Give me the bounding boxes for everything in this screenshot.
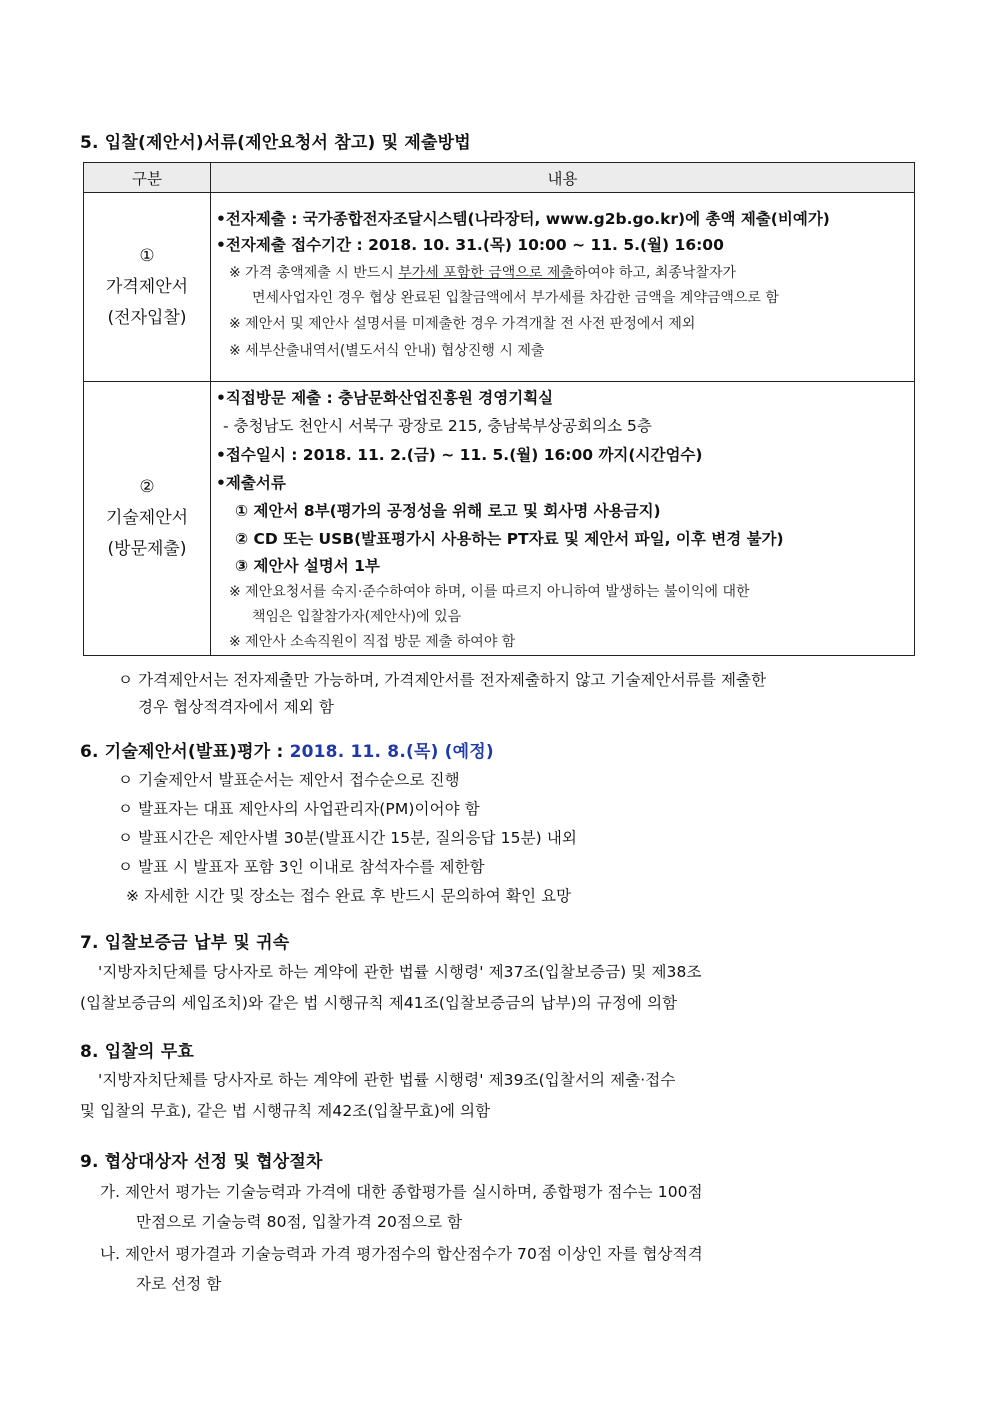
section-7-title: 7. 입찰보증금 납부 및 귀속 (80, 933, 290, 953)
row2-category (84, 382, 211, 656)
section-5-note: 경우 협상적격자에서 제외 함 (138, 698, 334, 716)
row2-sub: (방문제출) (107, 539, 187, 559)
row2-line: ① 제안서 8부(평가의 공정성을 위해 로고 및 회사명 사용금지) (235, 502, 661, 520)
list-item: 가. 제안서 평가는 기술능력과 가격에 대한 종합평가를 실시하며, 종합평가 점수는 100점 (100, 1183, 703, 1201)
list-item: ※ 자세한 시간 및 장소는 접수 완료 후 반드시 문의하여 확인 요망 (126, 887, 572, 905)
section-5-title: 5. 입찰(제안서)서류(제안요청서 참고) 및 제출방법 (80, 133, 471, 153)
section-7-text: (입찰보증금의 세입조치)와 같은 법 시행규칙 제41조(입찰보증금의 납부)의 규정에 의함 (80, 994, 678, 1012)
submission-table (83, 162, 915, 656)
table-row (84, 382, 915, 656)
table-row (84, 193, 915, 382)
row1-content (211, 193, 915, 382)
row2-line: •직접방문 제출 : 충남문화산업진흥원 경영기획실 (216, 389, 554, 407)
row2-note: ※ 제안사 소속직원이 직접 방문 제출 하여야 함 (229, 634, 516, 650)
section-6-title-text: 6. 기술제안서(발표)평가 : (80, 742, 290, 762)
row2-line: - 충청남도 천안시 서북구 광장로 215, 충남북부상공회의소 5층 (223, 417, 652, 435)
section-8-text: '지방자치단체를 당사자로 하는 계약에 관한 법률 시행령' 제39조(입찰서의 제출·접수 (98, 1071, 676, 1089)
row1-note: ※ 세부산출내역서(별도서식 안내) 협상진행 시 제출 (229, 343, 545, 359)
list-item: ㅇ 발표시간은 제안사별 30분(발표시간 15분, 질의응답 15분) 내외 (118, 829, 577, 847)
row1-line: •전자제출 : 국가종합전자조달시스템(나라장터, www.g2b.go.kr)에 총액 제출(비예가) (216, 210, 830, 228)
section-9-title: 9. 협상대상자 선정 및 협상절차 (80, 1152, 323, 1172)
list-item: ㅇ 발표 시 발표자 포함 3인 이내로 참석자수를 제한함 (118, 858, 485, 876)
row2-line: ③ 제안사 설명서 1부 (235, 557, 380, 575)
row1-name: 가격제안서 (105, 276, 189, 297)
row2-content (211, 382, 915, 656)
row1-category (84, 193, 211, 382)
row2-line: •접수일시 : 2018. 11. 2.(금) ~ 11. 5.(월) 16:00 까지(시간엄수) (216, 446, 703, 464)
row2-note: ※ 제안요청서를 숙지·준수하여야 하며, 이를 따르지 아니하여 발생하는 불이익에 대한 (229, 584, 750, 600)
list-item: ㅇ 발표자는 대표 제안사의 사업관리자(PM)이어야 함 (118, 800, 480, 818)
row2-note: 책임은 입찰참가자(제안사)에 있음 (252, 609, 462, 625)
row2-line: •제출서류 (216, 474, 286, 492)
section-6-date: 2018. 11. 8.(목) (예정) (289, 742, 494, 762)
section-5-note: ㅇ 가격제안서는 전자제출만 가능하며, 가격제안서를 전자제출하지 않고 기술제안서류를 제출한 (118, 671, 767, 689)
section-8-title: 8. 입찰의 무효 (80, 1042, 195, 1062)
row1-line: •전자제출 접수기간 : 2018. 10. 31.(목) 10:00 ~ 11. 5.(월) 16:00 (216, 236, 724, 254)
row1-note-text: ※ 가격 총액제출 시 반드시 (229, 265, 399, 281)
section-7-text: '지방자치단체를 당사자로 하는 계약에 관한 법률 시행령' 제37조(입찰보증금) 및 제38조 (98, 963, 702, 981)
list-item: 자로 선정 함 (136, 1275, 222, 1293)
row2-line: ② CD 또는 USB(발표평가시 사용하는 PT자료 및 제안서 파일, 이후 변경 불가) (235, 530, 784, 548)
row1-note-text: 하여야 하고, 최종낙찰자가 (573, 265, 736, 281)
row1-note (229, 262, 736, 282)
row1-sub: (전자입찰) (107, 307, 187, 328)
list-item: 나. 제안서 평가결과 기술능력과 가격 평가점수의 합산점수가 70점 이상인 자를 협상적격 (100, 1245, 703, 1263)
list-item: ㅇ 기술제안서 발표순서는 제안서 접수순으로 진행 (118, 771, 460, 789)
list-item: 만점으로 기술능력 80점, 입찰가격 20점으로 함 (136, 1213, 463, 1231)
section-6-title (80, 737, 494, 762)
row1-note-underlined: 부가세 포함한 금액으로 제출 (398, 265, 574, 281)
row1-number: ① (139, 245, 155, 266)
section-8-text: 및 입찰의 무효), 같은 법 시행규칙 제42조(입찰무효)에 의함 (80, 1102, 491, 1120)
row2-number: ② (139, 477, 155, 497)
row1-note: 면세사업자인 경우 협상 완료된 입찰금액에서 부가세를 차감한 금액을 계약금액으로 함 (252, 290, 779, 306)
header-category: 구분 (84, 163, 211, 193)
row2-name: 기술제안서 (105, 508, 189, 528)
header-content: 내용 (211, 163, 915, 193)
row1-note: ※ 제안서 및 제안사 설명서를 미제출한 경우 가격개찰 전 사전 판정에서 제외 (229, 316, 696, 332)
